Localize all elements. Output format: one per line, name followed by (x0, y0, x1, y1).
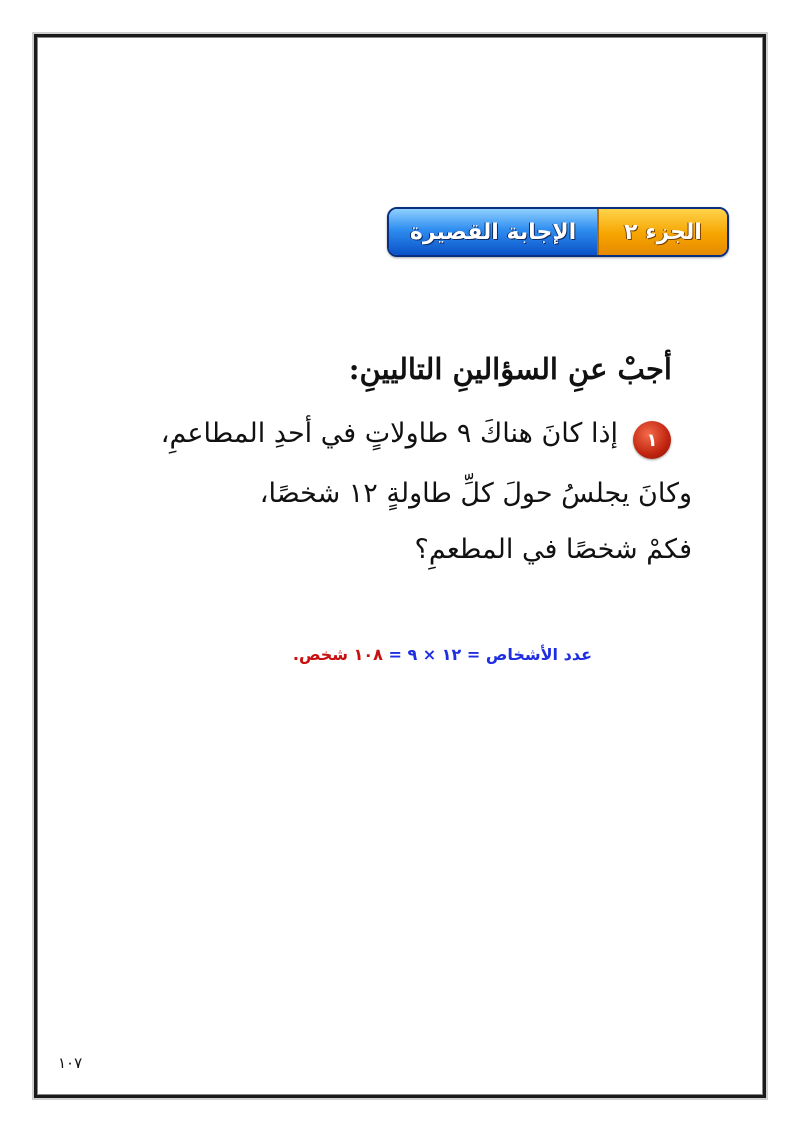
page-number: ١٠٧ (58, 1054, 83, 1072)
question-line-1: إذا كانَ هناكَ ٩ طاولاتٍ في أحدِ المطاعمِ، (160, 418, 618, 449)
answer-line (293, 645, 592, 664)
answer-equation: عدد الأشخاص = ١٢ × ٩ = (382, 645, 592, 664)
banner-title: الإجابة القصيرة (409, 219, 577, 245)
section-banner (387, 207, 729, 257)
question-line-2: وكانَ يجلسُ حولَ كلِّ طاولةٍ ١٢ شخصًا، (259, 478, 692, 509)
page-frame (34, 34, 766, 1098)
instruction-heading: أجبْ عنِ السؤالينِ التاليينِ: (348, 352, 672, 386)
banner-part-box (597, 209, 727, 255)
question-number-badge: ١ (633, 421, 671, 459)
banner-title-box (389, 209, 597, 255)
question-line-3: فكمْ شخصًا في المطعمِ؟ (414, 534, 692, 565)
banner-part-label: الجزء ٢ (624, 219, 702, 245)
answer-result: ١٠٨ شخص. (292, 645, 383, 664)
